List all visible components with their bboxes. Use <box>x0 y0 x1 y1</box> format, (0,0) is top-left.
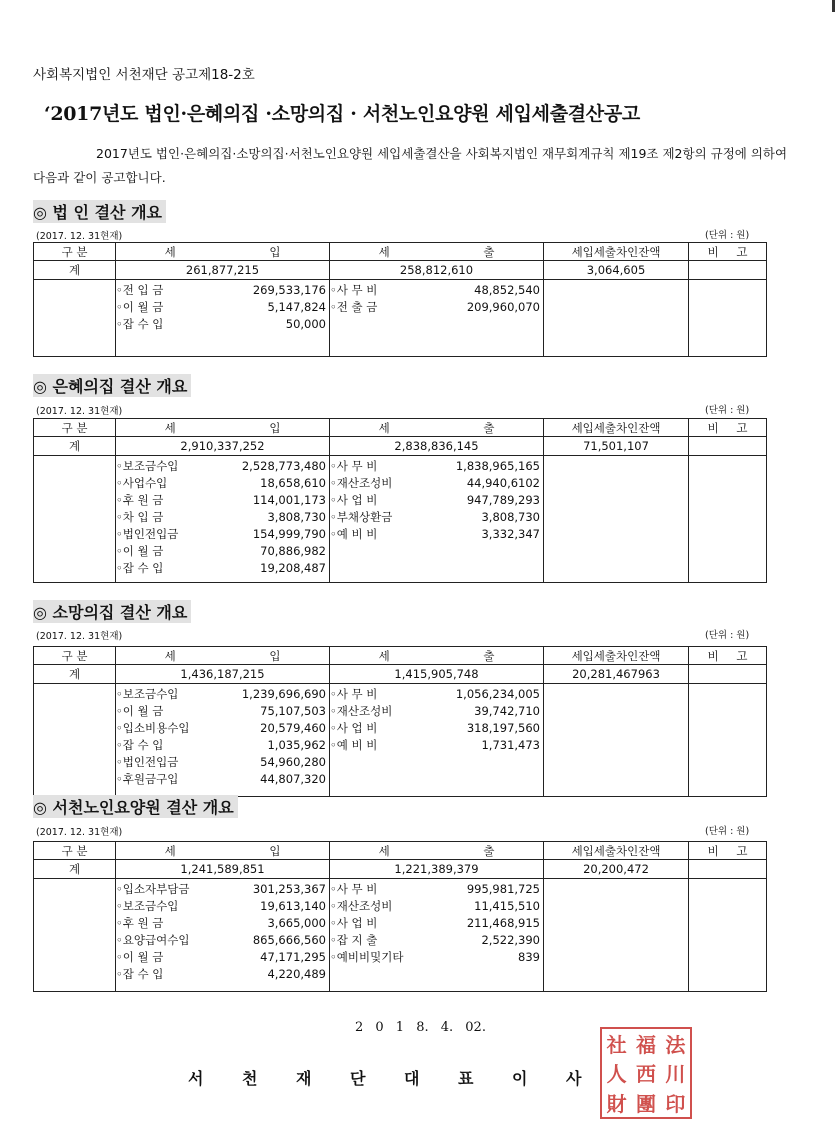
item-amount: 4,220,489 <box>267 967 326 981</box>
line-item <box>116 492 329 509</box>
expense-items <box>330 684 544 797</box>
section-title: ◎ 서천노인요양원 결산 개요 <box>33 795 238 818</box>
item-label: ◦후 원 금 <box>116 493 164 507</box>
line-item <box>116 686 329 703</box>
item-label: ◦법인전입금 <box>116 527 179 541</box>
balance-amount: 71,501,107 <box>544 437 689 456</box>
line-item <box>330 720 543 737</box>
settlement-table <box>33 841 767 992</box>
item-label: ◦사 무 비 <box>330 687 378 701</box>
rep-char: 단 <box>350 1069 366 1088</box>
line-item <box>116 526 329 543</box>
item-amount: 1,731,473 <box>481 738 540 752</box>
line-item <box>116 966 329 983</box>
revenue-items <box>116 456 330 583</box>
detail-remarks <box>689 456 767 583</box>
line-item <box>116 475 329 492</box>
item-label: ◦후원금구입 <box>116 772 179 786</box>
remarks-cell <box>689 261 767 280</box>
header-category: 구 분 <box>34 243 116 261</box>
line-item <box>330 492 543 509</box>
remarks-cell <box>689 437 767 456</box>
item-amount: 865,666,560 <box>252 933 326 947</box>
item-amount: 3,808,730 <box>267 510 326 524</box>
line-item <box>330 299 543 316</box>
item-label: ◦예비비및기타 <box>330 950 404 964</box>
line-item <box>330 686 543 703</box>
balance-amount: 20,200,472 <box>544 860 689 879</box>
expense-items <box>330 879 544 992</box>
item-amount: 39,742,710 <box>474 704 540 718</box>
line-item <box>116 771 329 788</box>
item-label: ◦이 월 금 <box>116 950 164 964</box>
as-of-date: (2017. 12. 31현재) <box>36 231 123 242</box>
line-item <box>116 703 329 720</box>
line-item <box>116 282 329 299</box>
settlement-table <box>33 242 767 357</box>
total-revenue: 1,241,589,851 <box>116 860 330 879</box>
header-revenue: 세 입 <box>116 419 330 437</box>
line-item <box>116 316 329 333</box>
header-remarks: 비 고 <box>689 243 767 261</box>
line-item <box>330 458 543 475</box>
item-label: ◦사 무 비 <box>330 459 378 473</box>
detail-remarks <box>689 879 767 992</box>
line-item <box>330 881 543 898</box>
line-item <box>330 703 543 720</box>
item-amount: 947,789,293 <box>466 493 540 507</box>
line-item <box>116 898 329 915</box>
balance-amount: 20,281,467963 <box>544 665 689 684</box>
header-expense: 세 출 <box>330 243 544 261</box>
header-balance: 세입세출차인잔액 <box>544 419 689 437</box>
total-label: 계 <box>34 665 116 684</box>
item-amount: 1,056,234,005 <box>455 687 540 701</box>
item-label: ◦예 비 비 <box>330 738 378 752</box>
item-amount: 2,528,773,480 <box>241 459 326 473</box>
detail-category <box>34 684 116 797</box>
rep-char: 대 <box>404 1069 420 1088</box>
item-label: ◦입소비용수입 <box>116 721 190 735</box>
item-amount: 269,533,176 <box>252 283 326 297</box>
line-item <box>116 737 329 754</box>
line-item <box>330 737 543 754</box>
line-item <box>116 720 329 737</box>
item-amount: 301,253,367 <box>252 882 326 896</box>
item-label: ◦사 무 비 <box>330 283 378 297</box>
header-category: 구 분 <box>34 647 116 665</box>
detail-category <box>34 456 116 583</box>
total-revenue: 2,910,337,252 <box>116 437 330 456</box>
item-amount: 839 <box>518 950 540 964</box>
item-amount: 20,579,460 <box>260 721 326 735</box>
unit-label: (단위 : 원) <box>705 230 750 241</box>
item-label: ◦이 월 금 <box>116 704 164 718</box>
item-amount: 19,208,487 <box>260 561 326 575</box>
total-revenue: 261,877,215 <box>116 261 330 280</box>
item-label: ◦사 업 비 <box>330 721 378 735</box>
seal-char: 印 <box>665 1091 686 1116</box>
as-of-date: (2017. 12. 31현재) <box>36 406 123 417</box>
item-label: ◦예 비 비 <box>330 527 378 541</box>
detail-category <box>34 879 116 992</box>
item-label: ◦전 출 금 <box>330 300 378 314</box>
total-expense: 2,838,836,145 <box>330 437 544 456</box>
expense-items <box>330 456 544 583</box>
item-amount: 1,838,965,165 <box>455 459 540 473</box>
header-revenue: 세 입 <box>116 647 330 665</box>
line-item <box>330 526 543 543</box>
header-remarks: 비 고 <box>689 647 767 665</box>
total-expense: 258,812,610 <box>330 261 544 280</box>
line-item <box>116 915 329 932</box>
seal-char: 團 <box>635 1091 656 1116</box>
settlement-table <box>33 646 767 797</box>
item-label: ◦재산조성비 <box>330 899 393 913</box>
item-label: ◦잡 수 입 <box>116 967 164 981</box>
header-expense: 세 출 <box>330 842 544 860</box>
seal-char: 財 <box>606 1091 627 1116</box>
item-amount: 44,940,6102 <box>466 476 540 490</box>
line-item <box>330 898 543 915</box>
detail-remarks <box>689 684 767 797</box>
item-amount: 1,035,962 <box>267 738 326 752</box>
seal-char: 福 <box>635 1033 656 1058</box>
balance-amount: 3,064,605 <box>544 261 689 280</box>
rep-char: 사 <box>566 1069 582 1088</box>
detail-remarks <box>689 280 767 357</box>
section-title: ◎ 은혜의집 결산 개요 <box>33 374 191 397</box>
item-amount: 3,808,730 <box>481 510 540 524</box>
header-expense: 세 출 <box>330 647 544 665</box>
item-label: ◦사 업 비 <box>330 493 378 507</box>
line-item <box>116 560 329 577</box>
line-item <box>330 915 543 932</box>
line-item <box>116 754 329 771</box>
header-category: 구 분 <box>34 842 116 860</box>
item-label: ◦재산조성비 <box>330 476 393 490</box>
item-amount: 54,960,280 <box>260 755 326 769</box>
header-remarks: 비 고 <box>689 419 767 437</box>
item-label: ◦요양급여수입 <box>116 933 190 947</box>
total-label: 계 <box>34 261 116 280</box>
detail-balance <box>544 280 689 357</box>
line-item <box>330 475 543 492</box>
rep-char: 서 <box>188 1069 204 1088</box>
seal-char: 西 <box>635 1062 656 1087</box>
line-item <box>330 509 543 526</box>
header-category: 구 분 <box>34 419 116 437</box>
header-balance: 세입세출차인잔액 <box>544 842 689 860</box>
detail-balance <box>544 684 689 797</box>
item-amount: 50,000 <box>285 317 326 331</box>
item-amount: 3,332,347 <box>481 527 540 541</box>
item-label: ◦사 무 비 <box>330 882 378 896</box>
as-of-date: (2017. 12. 31현재) <box>36 631 123 642</box>
total-label: 계 <box>34 437 116 456</box>
document-title: ‘2017년도 법인·은혜의집 ·소망의집 · 서천노인요양원 세입세출결산공고 <box>44 103 640 125</box>
item-amount: 44,807,320 <box>260 772 326 786</box>
line-item <box>116 458 329 475</box>
section-title: ◎ 소망의집 결산 개요 <box>33 600 191 623</box>
item-amount: 154,999,790 <box>252 527 326 541</box>
line-item <box>330 282 543 299</box>
rep-char: 이 <box>512 1069 528 1088</box>
item-amount: 18,658,610 <box>260 476 326 490</box>
total-expense: 1,221,389,379 <box>330 860 544 879</box>
seal-char: 社 <box>606 1033 627 1058</box>
intro-paragraph: 2017년도 법인·은혜의집·소망의집·서천노인요양원 세입세출결산을 사회복지법인 재무회계규칙 제19조 제2항의 규정에 의하여 다음과 같이 공고합니다. <box>33 146 788 185</box>
item-label: ◦재산조성비 <box>330 704 393 718</box>
line-item <box>330 949 543 966</box>
item-label: ◦보조금수입 <box>116 899 179 913</box>
revenue-items <box>116 684 330 797</box>
item-label: ◦잡 지 출 <box>330 933 378 947</box>
revenue-items <box>116 879 330 992</box>
remarks-cell <box>689 860 767 879</box>
item-amount: 1,239,696,690 <box>241 687 326 701</box>
unit-label: (단위 : 원) <box>705 630 750 641</box>
line-item <box>330 932 543 949</box>
header-revenue: 세 입 <box>116 243 330 261</box>
item-amount: 70,886,982 <box>260 544 326 558</box>
item-label: ◦사 업 비 <box>330 916 378 930</box>
header-balance: 세입세출차인잔액 <box>544 243 689 261</box>
item-label: ◦법인전입금 <box>116 755 179 769</box>
item-label: ◦보조금수입 <box>116 687 179 701</box>
detail-balance <box>544 456 689 583</box>
item-amount: 48,852,540 <box>474 283 540 297</box>
item-amount: 318,197,560 <box>466 721 540 735</box>
line-item <box>116 299 329 316</box>
line-item <box>116 881 329 898</box>
total-revenue: 1,436,187,215 <box>116 665 330 684</box>
settlement-table <box>33 418 767 583</box>
header-expense: 세 출 <box>330 419 544 437</box>
item-label: ◦잡 수 입 <box>116 317 164 331</box>
item-amount: 2,522,390 <box>481 933 540 947</box>
item-amount: 11,415,510 <box>474 899 540 913</box>
announcement-date: 2 0 1 8. 4. 02. <box>355 1020 486 1035</box>
item-amount: 114,001,173 <box>252 493 326 507</box>
item-amount: 47,171,295 <box>260 950 326 964</box>
item-amount: 75,107,503 <box>260 704 326 718</box>
header-remarks: 비 고 <box>689 842 767 860</box>
item-amount: 209,960,070 <box>466 300 540 314</box>
detail-category <box>34 280 116 357</box>
item-label: ◦잡 수 입 <box>116 738 164 752</box>
item-amount: 19,613,140 <box>260 899 326 913</box>
header-revenue: 세 입 <box>116 842 330 860</box>
remarks-cell <box>689 665 767 684</box>
item-label: ◦사업수입 <box>116 476 168 490</box>
line-item <box>116 543 329 560</box>
expense-items <box>330 280 544 357</box>
total-label: 계 <box>34 860 116 879</box>
line-item <box>116 949 329 966</box>
item-amount: 5,147,824 <box>267 300 326 314</box>
official-seal <box>600 1027 692 1119</box>
item-label: ◦보조금수입 <box>116 459 179 473</box>
section-title: ◎ 법 인 결산 개요 <box>33 200 166 223</box>
line-item <box>116 932 329 949</box>
item-label: ◦입소자부담금 <box>116 882 190 896</box>
detail-balance <box>544 879 689 992</box>
item-label: ◦부채상환금 <box>330 510 393 524</box>
item-label: ◦차 입 금 <box>116 510 164 524</box>
rep-char: 표 <box>458 1069 474 1088</box>
item-amount: 3,665,000 <box>267 916 326 930</box>
header-balance: 세입세출차인잔액 <box>544 647 689 665</box>
as-of-date: (2017. 12. 31현재) <box>36 827 123 838</box>
item-amount: 211,468,915 <box>466 916 540 930</box>
item-label: ◦이 월 금 <box>116 300 164 314</box>
rep-char: 천 <box>242 1069 258 1088</box>
unit-label: (단위 : 원) <box>705 826 750 837</box>
item-label: ◦잡 수 입 <box>116 561 164 575</box>
representative-line <box>188 1066 620 1089</box>
total-expense: 1,415,905,748 <box>330 665 544 684</box>
notice-number: 사회복지법인 서천재단 공고제18-2호 <box>33 67 255 83</box>
revenue-items <box>116 280 330 357</box>
unit-label: (단위 : 원) <box>705 405 750 416</box>
line-item <box>116 509 329 526</box>
item-amount: 995,981,725 <box>466 882 540 896</box>
item-label: ◦이 월 금 <box>116 544 164 558</box>
seal-char: 人 <box>606 1062 627 1087</box>
rep-char: 재 <box>296 1069 312 1088</box>
item-label: ◦후 원 금 <box>116 916 164 930</box>
seal-char: 法 <box>665 1033 686 1058</box>
item-label: ◦전 입 금 <box>116 283 164 297</box>
seal-char: 川 <box>665 1062 686 1087</box>
